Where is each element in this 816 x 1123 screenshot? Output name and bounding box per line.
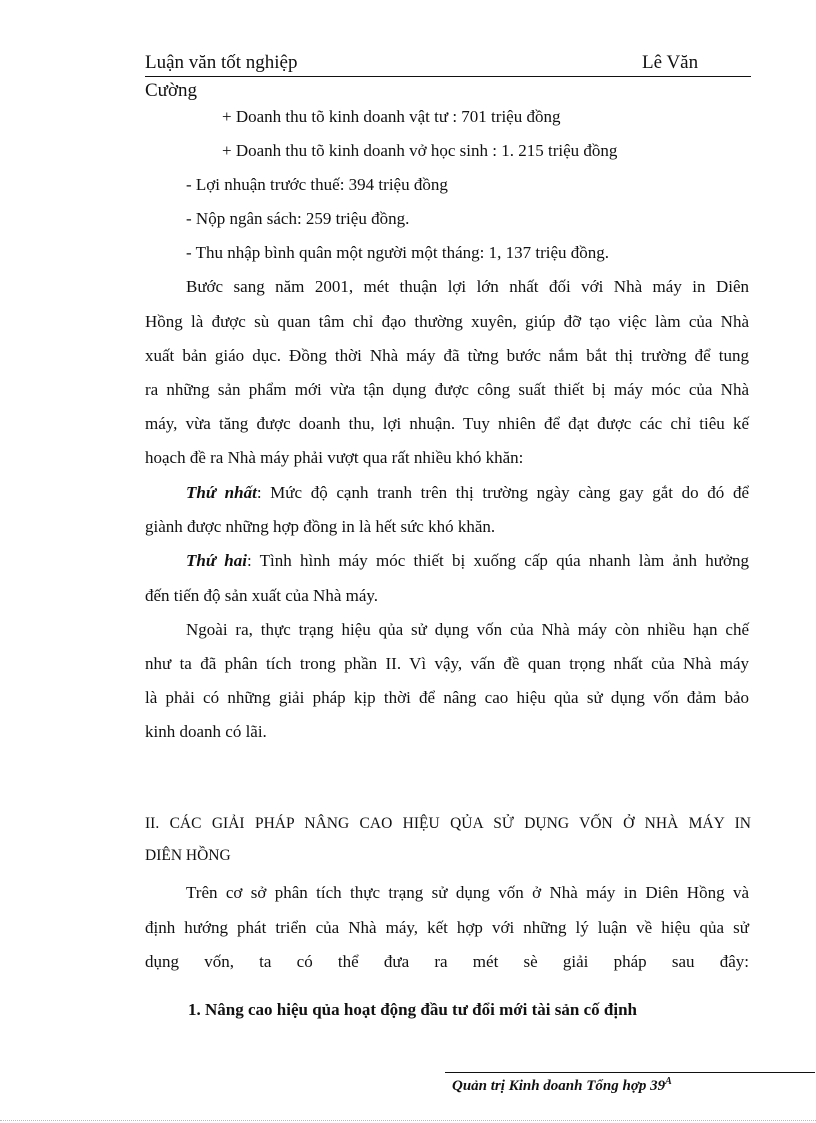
header-thesis-title: Luận văn tốt nghiệp — [145, 52, 298, 73]
para2-line-3: là phải có những giải pháp kịp thời để nâng cao hiệu qủa sử dụng vốn đảm bảo — [145, 688, 749, 707]
para1-line-1: Bước sang năm 2001, mét thuận lợi lớn nhất đối với Nhà máy in Diên — [186, 277, 749, 296]
second-point-label: Thứ hai — [186, 551, 247, 570]
para2-line-2: như ta đã phân tích trong phần II. Vì vậy, vấn đề quan trọng nhất của Nhà máy — [145, 654, 749, 673]
para3-line-2: định hướng phát triển của Nhà máy, kết hợp với những lý luận về hiệu qủa sử — [145, 918, 749, 937]
first-point-text: : Mức độ cạnh tranh trên thị trường ngày càng gay gắt do đó để — [256, 483, 750, 502]
para3-line-1: Trên cơ sở phân tích thực trạng sử dụng vốn ở Nhà máy in Diên Hồng và — [186, 883, 749, 902]
para1-line-5: máy, vừa tăng được doanh thu, lợi nhuận. Tuy nhiên để đạt được các chỉ tiêu kế — [145, 414, 749, 433]
first-point-line-1 — [186, 482, 749, 504]
income-line: - Thu nhập bình quân một người một tháng: 1, 137 triệu đồng. — [186, 243, 610, 262]
para1-line-4: ra những sản phẩm mới vừa tận dụng được công suất thiết bị máy móc của Nhà — [145, 380, 749, 399]
revenue-materials-line: + Doanh thu tõ kinh doanh vật tư : 701 triệu đồng — [222, 107, 561, 126]
para1-line-2: Hồng là được sù quan tâm chỉ đạo thường xuyên, giúp đỡ tạo việc làm của Nhà — [145, 312, 749, 331]
header-rule — [145, 76, 751, 77]
section-title-line-2: DIÊN HỒNG — [145, 847, 231, 864]
first-point-line-2: giành được những hợp đồng in là hết sức khó khăn. — [145, 517, 496, 536]
footer-superscript: A — [665, 1076, 672, 1087]
revenue-notebooks-line: + Doanh thu tõ kinh doanh vở học sinh : 1. 215 triệu đồng — [222, 141, 618, 160]
para2-line-4: kinh doanh có lãi. — [145, 722, 267, 741]
second-point-line-2: đến tiến độ sản xuất của Nhà máy. — [145, 586, 379, 605]
header-author-name-continued: Cường — [145, 80, 198, 101]
para2-line-1: Ngoài ra, thực trạng hiệu qủa sử dụng vốn của Nhà máy còn nhiều hạn chế — [186, 620, 749, 639]
footer-text: Quản trị Kinh doanh Tổng hợp 39 — [452, 1078, 666, 1094]
page-bottom-border — [0, 1120, 816, 1121]
para3-line-3: dụng vốn, ta có thể đưa ra mét sè giải pháp sau đây: — [145, 952, 749, 971]
section-title-line-1: II. CÁC GIẢI PHÁP NÂNG CAO HIỆU QỦA SỬ DỤNG VỐN Ở NHÀ MÁY IN — [145, 815, 751, 832]
first-point-label: Thứ nhất — [186, 483, 257, 502]
subheading-1: 1. Nâng cao hiệu qủa hoạt động đầu tư đổi mới tài sản cố định — [188, 1000, 637, 1019]
budget-line: - Nộp ngân sách: 259 triệu đồng. — [186, 209, 410, 228]
footer — [452, 1076, 672, 1095]
profit-line: - Lợi nhuận trước thuế: 394 triệu đồng — [186, 175, 448, 194]
para1-line-3: xuất bản giáo dục. Đồng thời Nhà máy đã từng bước nắm bắt thị trường để tung — [145, 346, 749, 365]
second-point-line-1 — [186, 550, 749, 572]
footer-rule — [445, 1072, 815, 1073]
header-author-name: Lê Văn — [642, 52, 699, 73]
second-point-text: : Tình hình máy móc thiết bị xuống cấp qúa nhanh làm ảnh hưởng — [246, 551, 749, 570]
para1-line-6: hoạch đề ra Nhà máy phải vượt qua rất nhiều khó khăn: — [145, 448, 524, 467]
